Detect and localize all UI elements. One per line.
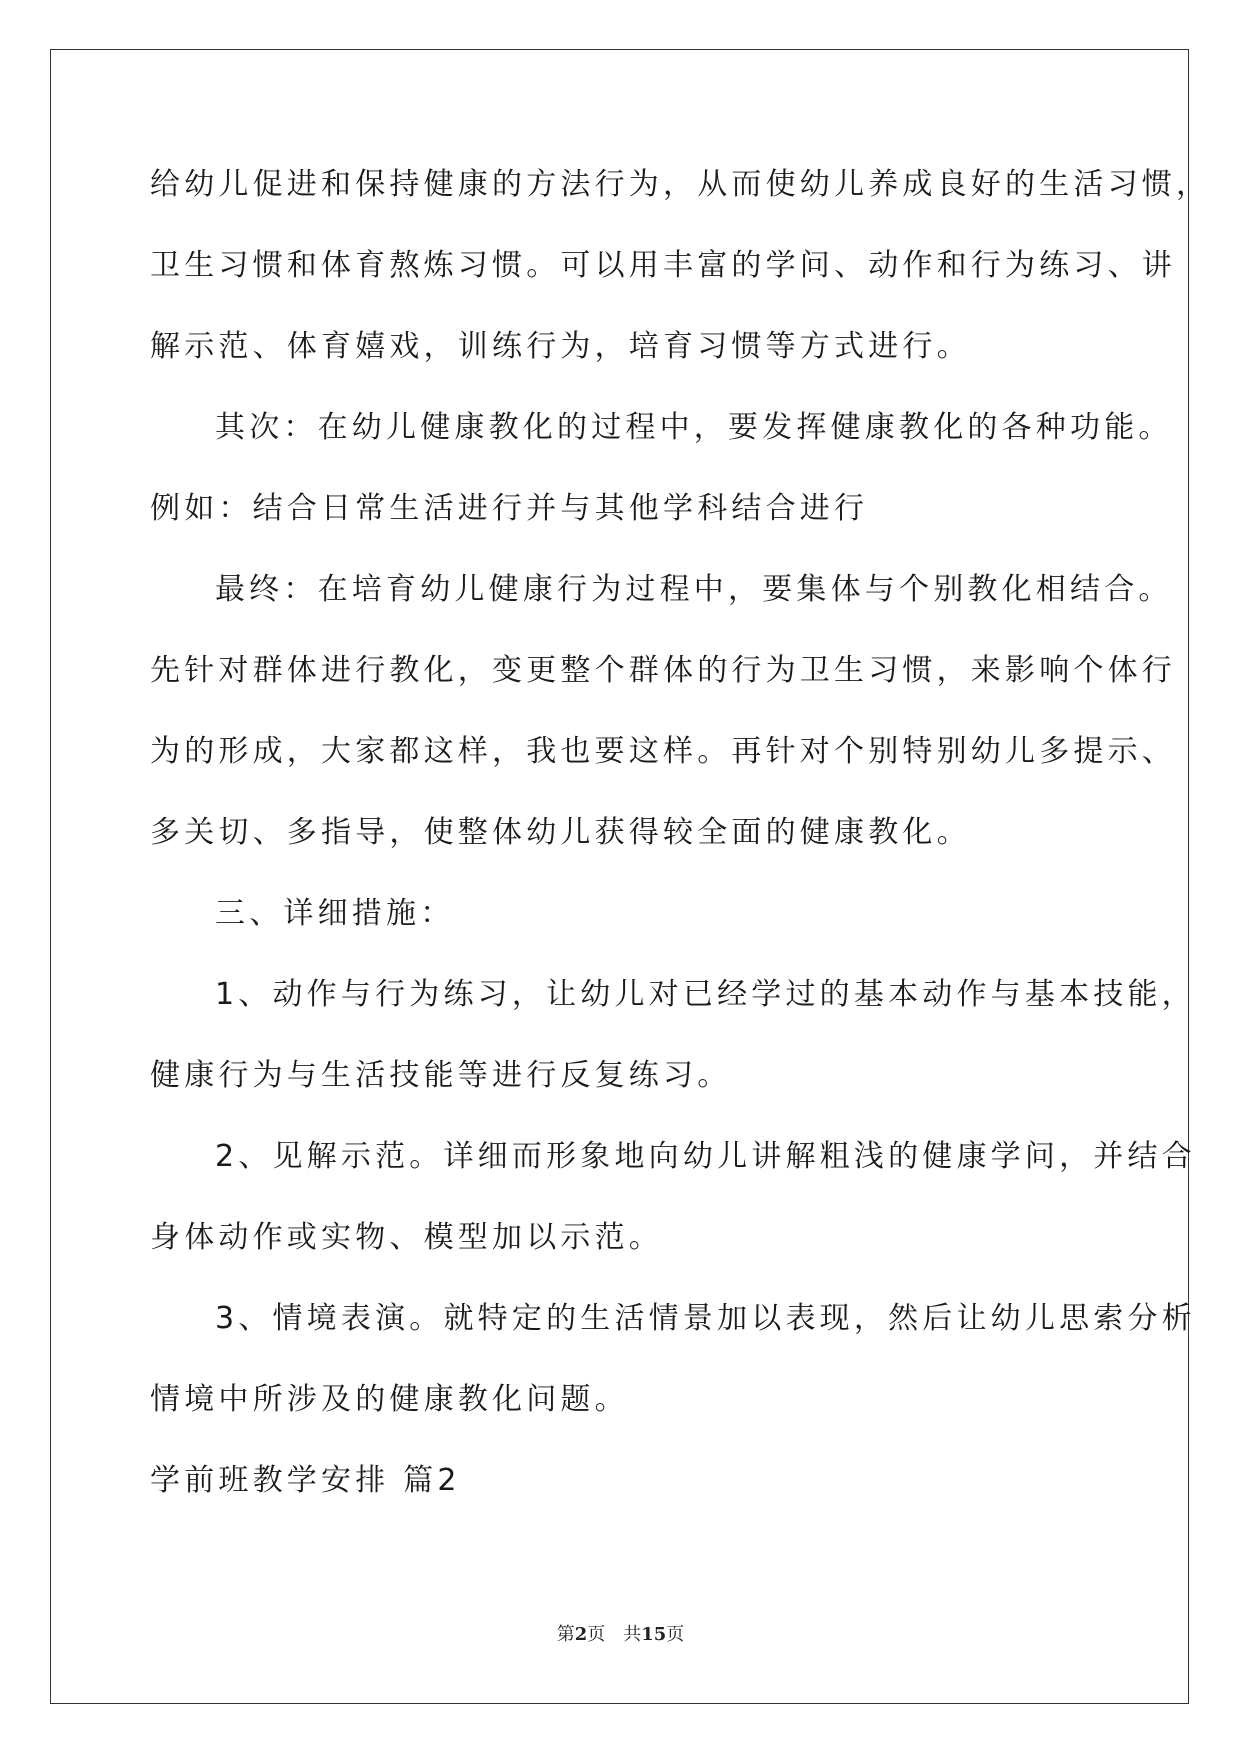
page-footer [0, 1620, 1241, 1646]
footer-total-pages: 15 [641, 1624, 667, 1645]
text-line: 例如：结合日常生活进行并与其他学科结合进行 [150, 491, 869, 526]
text-line: 健康行为与生活技能等进行反复练习。 [150, 1058, 732, 1093]
footer-prefix: 第 [556, 1624, 575, 1645]
list-item-start-line: 1、动作与行为练习，让幼儿对已经学过的基本动作与基本技能， [215, 977, 1196, 1012]
list-item-start-line: 2、见解示范。详细而形象地向幼儿讲解粗浅的健康学问，并结合 [215, 1139, 1196, 1174]
paragraph-start-line: 最终：在培育幼儿健康行为过程中，要集体与个别教化相结合。 [215, 572, 1173, 607]
text-line: 给幼儿促进和保持健康的方法行为，从而使幼儿养成良好的生活习惯， [150, 167, 1211, 202]
page-border [50, 49, 1189, 1704]
text-line: 多关切、多指导，使整体幼儿获得较全面的健康教化。 [150, 815, 971, 850]
footer-page-number: 2 [574, 1624, 588, 1645]
text-line: 先针对群体进行教化，变更整个群体的行为卫生习惯，来影响个体行 [150, 653, 1176, 688]
text-line: 情境中所涉及的健康教化问题。 [150, 1382, 629, 1417]
text-line: 身体动作或实物、模型加以示范。 [150, 1220, 663, 1255]
text-line: 卫生习惯和体育熬炼习惯。可以用丰富的学问、动作和行为练习、讲 [150, 248, 1176, 283]
list-item-start-line: 3、情境表演。就特定的生活情景加以表现，然后让幼儿思索分析 [215, 1301, 1196, 1336]
document-heading: 学前班教学安排 篇2 [150, 1463, 461, 1498]
text-line: 解示范、体育嬉戏，训练行为，培育习惯等方式进行。 [150, 329, 971, 364]
text-line: 为的形成，大家都这样，我也要这样。再针对个别特别幼儿多提示、 [150, 734, 1176, 769]
paragraph-start-line: 其次：在幼儿健康教化的过程中，要发挥健康教化的各种功能。 [215, 410, 1173, 445]
footer-middle: 页 共 [587, 1624, 642, 1645]
footer-suffix: 页 [666, 1624, 685, 1645]
section-heading: 三、详细措施： [215, 896, 455, 931]
